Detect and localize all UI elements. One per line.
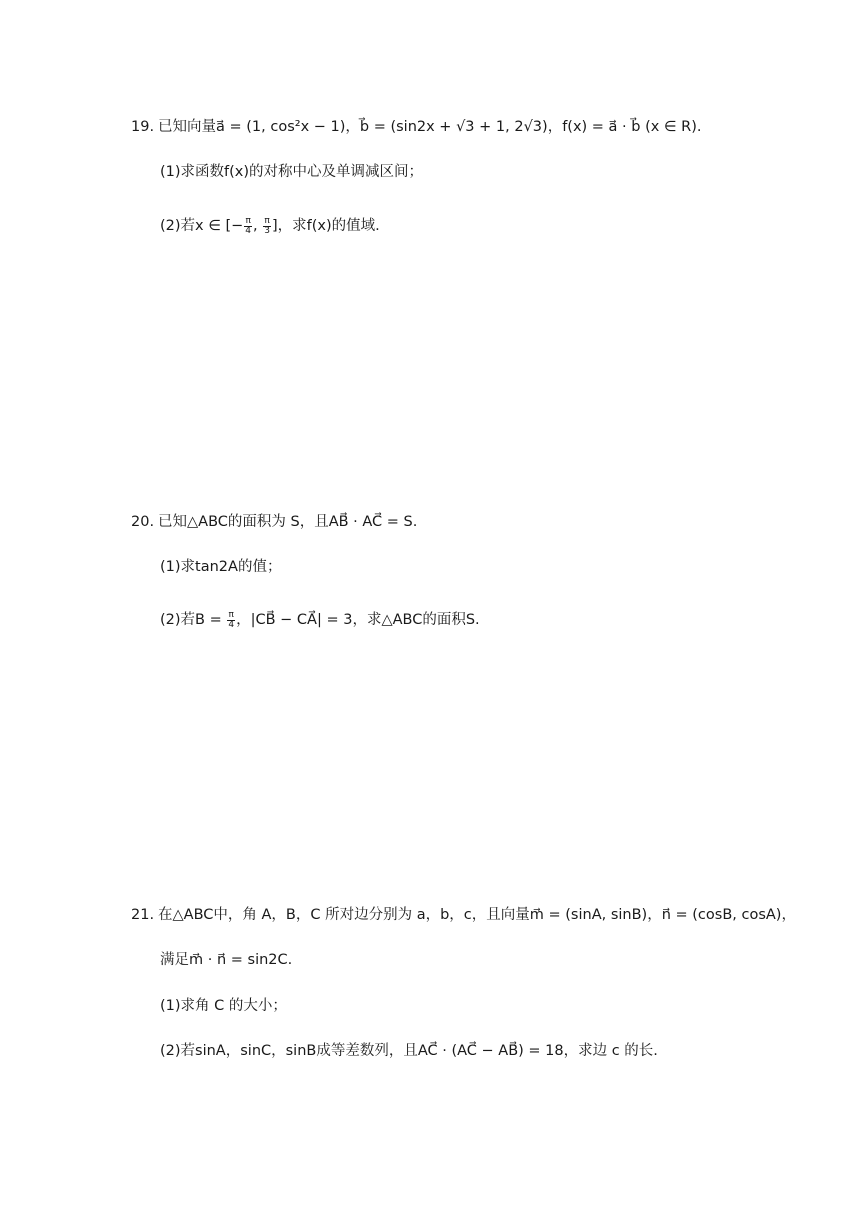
problem-21-part2: (2)若sinA，sinC，sinB成等差数列，且AC⃗ · (AC⃗ − AB⃗) = 18，求边 c 的长. bbox=[160, 1043, 658, 1059]
part-text: (2)若B = bbox=[160, 612, 227, 628]
fraction bbox=[244, 217, 252, 236]
problem-19-stem bbox=[131, 117, 702, 137]
problem-19-part2 bbox=[160, 216, 380, 236]
problem-21-part1: (1)求角 C 的大小； bbox=[160, 998, 287, 1014]
fraction-numerator: π bbox=[245, 215, 251, 226]
problem-21-stem bbox=[131, 905, 796, 925]
problem-number: 21. bbox=[131, 907, 155, 923]
problem-number: 20. bbox=[131, 514, 155, 530]
problem-20-part2 bbox=[160, 610, 480, 630]
fraction-denominator: 4 bbox=[245, 225, 252, 236]
fraction-numerator: π bbox=[228, 609, 234, 620]
fraction-denominator: 4 bbox=[228, 619, 235, 630]
problem-text: 已知△ABC的面积为 S，且AB⃗ · AC⃗ = S. bbox=[158, 514, 418, 530]
problem-text: 已知向量a⃗ = (1, cos²x − 1)，b⃗ = (sin2x + √3 + 1, 2√3)，f(x) = a⃗ · b⃗ (x ∈ R). bbox=[158, 119, 702, 135]
problem-21-stem-continued: 满足m⃗ · n⃗ = sin2C. bbox=[160, 952, 293, 968]
problem-19-part1: (1)求函数f(x)的对称中心及单调减区间； bbox=[160, 164, 424, 180]
problem-20-stem bbox=[131, 512, 417, 532]
part-text: ]，求f(x)的值域. bbox=[271, 218, 380, 234]
problem-20-part1: (1)求tan2A的值； bbox=[160, 559, 282, 575]
fraction-denominator: 3 bbox=[264, 225, 270, 236]
problem-text: 在△ABC中，角 A，B，C 所对边分别为 a，b，c，且向量m⃗ = (sinA, sinB)，n⃗ = (cosB, cosA)， bbox=[158, 907, 796, 923]
fraction bbox=[263, 217, 271, 236]
part-text: , bbox=[253, 218, 263, 234]
problem-number: 19. bbox=[131, 119, 155, 135]
fraction-numerator: π bbox=[264, 215, 270, 226]
fraction bbox=[227, 611, 235, 630]
part-text: (2)若x ∈ [− bbox=[160, 218, 244, 234]
part-text: ，|CB⃗ − CA⃗| = 3，求△ABC的面积S. bbox=[236, 612, 480, 628]
